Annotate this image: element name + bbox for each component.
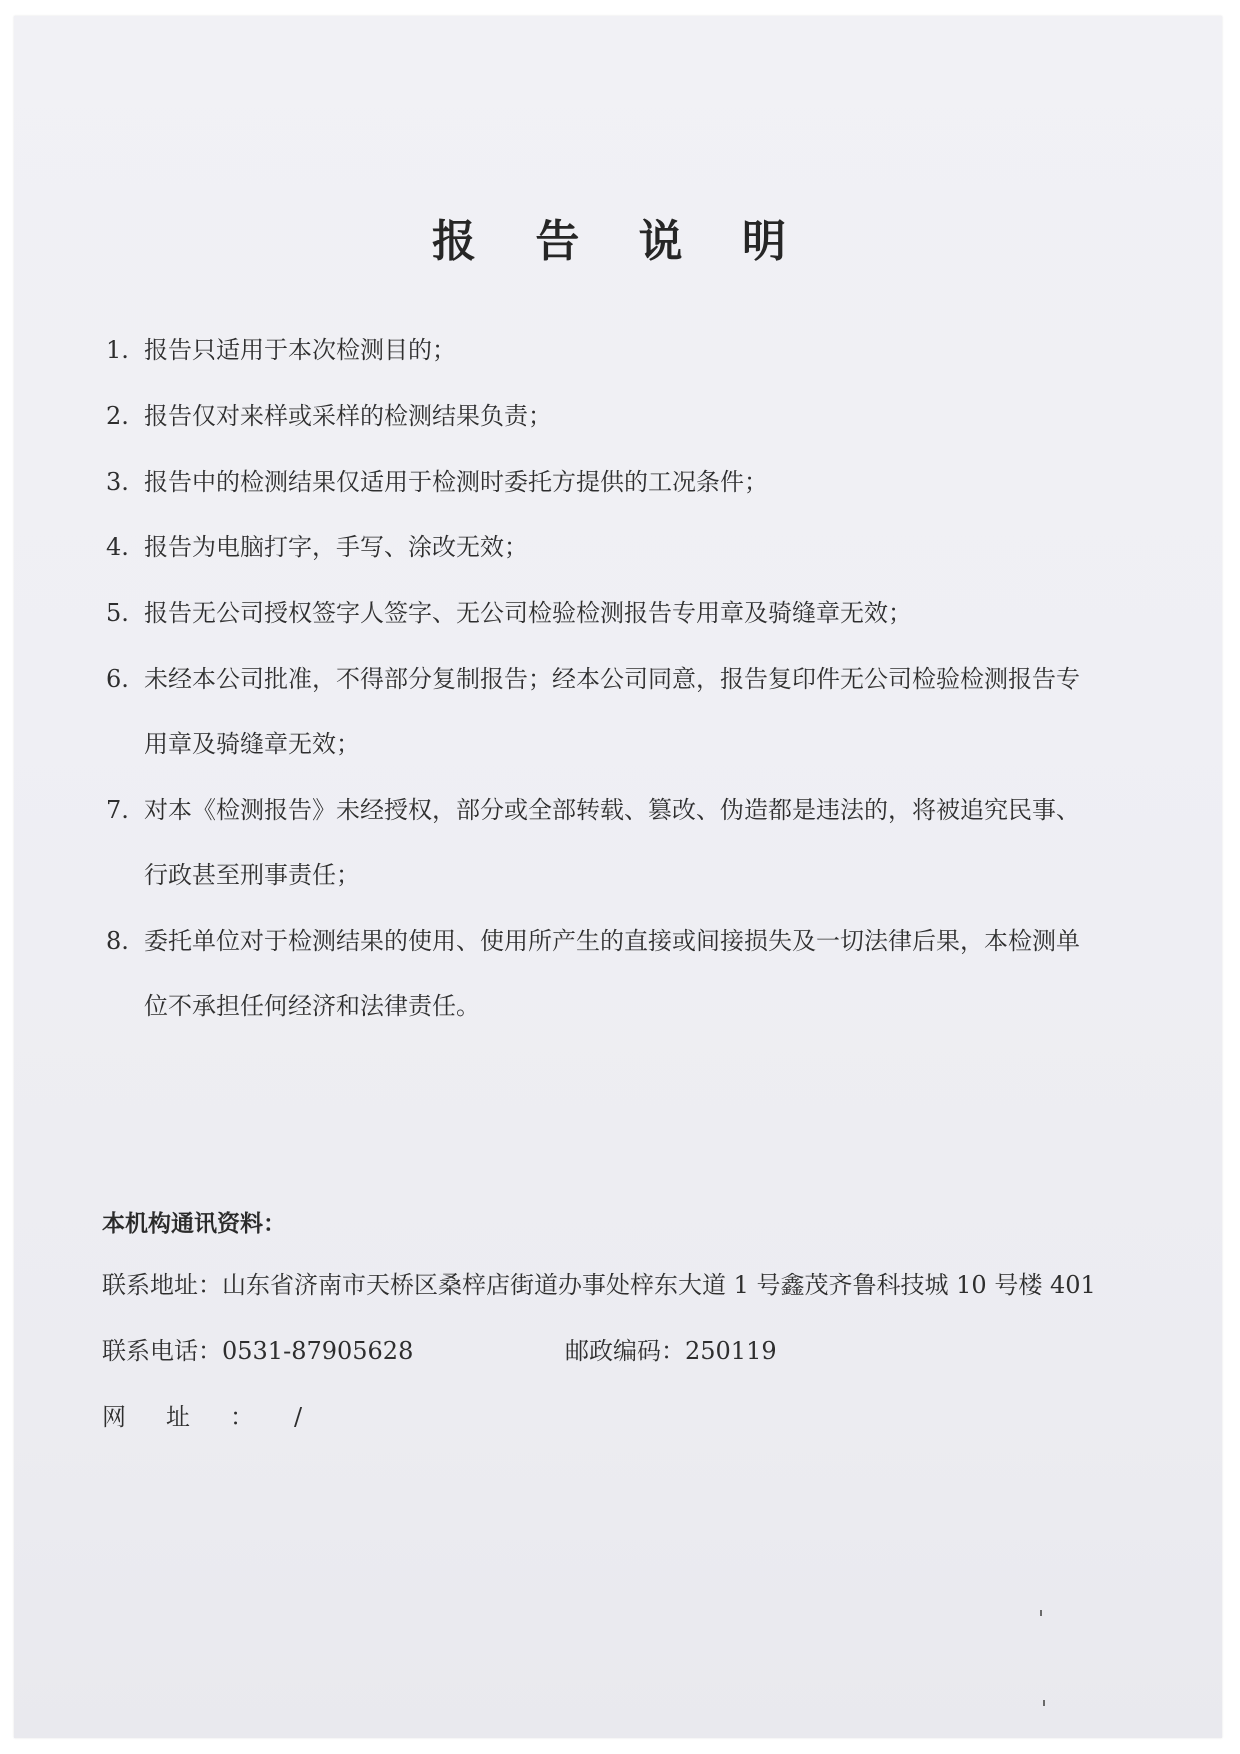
scan-mark [1040, 1610, 1042, 1616]
postcode-label: 邮政编码： [565, 1337, 685, 1365]
note-text: 报告只适用于本次检测目的； [144, 336, 456, 364]
note-item-3 [106, 466, 768, 498]
note-text: 报告无公司授权签字人签字、无公司检验检测报告专用章及骑缝章无效； [144, 599, 912, 627]
contact-postcode [565, 1335, 777, 1367]
note-text: 报告为电脑打字，手写、涂改无效； [144, 533, 528, 561]
note-item-6 [106, 663, 1080, 695]
note-text: 未经本公司批准，不得部分复制报告；经本公司同意，报告复印件无公司检验检测报告专 [144, 665, 1080, 693]
phone-value: 0531-87905628 [222, 1337, 414, 1365]
note-item-1 [106, 334, 456, 366]
note-item-5 [106, 597, 912, 629]
address-label: 联系地址： [102, 1271, 222, 1299]
note-number: 5. [106, 599, 129, 627]
note-item-4 [106, 531, 528, 563]
note-number: 7. [106, 796, 129, 824]
note-item-2 [106, 400, 552, 432]
website-value: / [294, 1403, 303, 1431]
address-value: 山东省济南市天桥区桑梓店街道办事处梓东大道 1 号鑫茂齐鲁科技城 10 号楼 401 [222, 1271, 1096, 1299]
phone-label: 联系电话： [102, 1337, 222, 1365]
note-number: 8. [106, 927, 129, 955]
contact-address [102, 1269, 1096, 1301]
note-text: 报告中的检测结果仅适用于检测时委托方提供的工况条件； [144, 468, 768, 496]
note-item-8 [106, 925, 1080, 957]
note-number: 6. [106, 665, 129, 693]
note-text: 对本《检测报告》未经授权，部分或全部转载、篡改、伪造都是违法的，将被追究民事、 [144, 796, 1080, 824]
contact-phone [102, 1335, 413, 1367]
note-item-7 [106, 794, 1080, 826]
note-item-8-continuation: 位不承担任何经济和法律责任。 [144, 992, 480, 1020]
note-number: 1. [106, 336, 129, 364]
note-number: 3. [106, 468, 129, 496]
note-item-7-continuation: 行政甚至刑事责任； [144, 861, 360, 889]
note-number: 4. [106, 533, 129, 561]
contact-heading: 本机构通讯资料： [102, 1211, 286, 1237]
postcode-value: 250119 [685, 1337, 777, 1365]
note-number: 2. [106, 402, 129, 430]
scan-mark [1043, 1700, 1045, 1706]
contact-website [102, 1401, 302, 1433]
note-text: 报告仅对来样或采样的检测结果负责； [144, 402, 552, 430]
website-label: 网址： [102, 1403, 294, 1431]
note-text: 委托单位对于检测结果的使用、使用所产生的直接或间接损失及一切法律后果，本检测单 [144, 927, 1080, 955]
note-item-6-continuation: 用章及骑缝章无效； [144, 730, 360, 758]
page-title: 报 告 说 明 [432, 216, 808, 267]
